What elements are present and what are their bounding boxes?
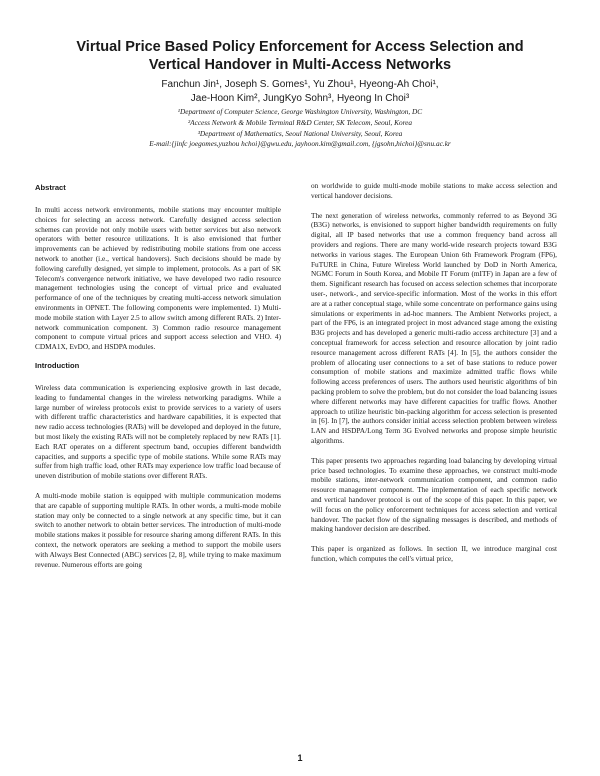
intro-paragraph-3: on worldwide to guide multi-mode mobile stations to make access selection and vertical handover decisions. [311, 181, 557, 200]
intro-paragraph-2: A multi-mode mobile station is equipped with multiple communication modems that are capable of supporting multiple RATs. In other words, a multi-mode mobile station may only be connected to a single network at any specific time, but it can switch to another network to obtain better services. The introduction of multi-mode mobile stations makes it possible for resource sharing among different RATs. In this context, the network operators are seeking a method to support the mobile users with Always Best Connected (ABC) services [2, 8], while trying to make maximum revenue. Numerous efforts are going [35, 490, 281, 569]
intro-paragraph-4: The next generation of wireless networks, commonly referred to as Beyond 3G (B3G) networks, is envisioned to support higher bandwidth requirements on fully digital, all IP based networks that use a common frequency band across all providers and regions. There are many world-wide research projects toward B3G networks in various stages. The European Union 6th Framework Program (FP6), FuTURE in China, Future Wireless World launched by DoD in North America, NGMC Forum in South Korea, and Mobile IT Forum (mITF) in Japan are a few of them. Significant research has focused on access selection schemes that incorporate user-, network-, and service-specific information. Most of the works in this effort are at a rather conceptual stage, while some concentrate on performance gains using simulations or experiments in ad-hoc manners. The Ambient Networks project, a part of the FP6, is an integrated project in most advanced stage among the existing B3G projects and has developed a generic multi-radio access architecture [3] and a conceptual framework for access selection and resource allocation by joint radio resource management across different RATs [4]. In [5], the authors consider the problem of allocating user connections to a set of base stations to reduce power consumption of mobile stations and maximize admitted traffic flows while following access preferences of users. The authors used heuristic algorithms of bin packing problem to solve the problem, but do not consider the load balancing issues where different networks may have different capacities for traffic flows. Another approach to utilize heuristic bin-packing algorithm for access selection is presented in [6]. In [7], the authors consider initial access selection problem between wireless LAN and HSDPA/Long Term 3G Evolved networks and propose simple heuristic algorithms. [311, 210, 557, 445]
title-line-1: Virtual Price Based Policy Enforcement for Access Selection and [76, 39, 524, 55]
affiliations [30, 107, 570, 150]
paper-title [30, 38, 570, 74]
abstract-text: In multi access network environments, mobile stations may encounter multiple choices for selecting an access network. Carefully designed access selection schemes can provide not only mobile users with better services but also network operators with better resource utilizations. It is also envisioned that further improvements can be achieved by redistributing mobile stations from one access network to another (i.e., vertical handovers). Such decisions should be made by following carefully designed, yet simple to implement, protocols. As a part of SK Telecom's convergence network initiative, we have developed two radio resource management technologies using the concept of virtual price and evaluated performance of one of the techniques by creating multi-access network simulation environments in OPNET. The following components were implemented. 1) Multi-mode mobile station with Layer 2.5 to allow switch among different RATs. 2) Inter-network communication component. 3) Common radio resource management component to compute virtual prices and support access selection and VHO. 4) CDMA1X, EvDO, and HSDPA modules. [35, 205, 281, 352]
affiliation-2: ²Access Network & Mobile Terminal R&D Center, SK Telecom, Seoul, Korea [187, 117, 413, 127]
intro-paragraph-5: This paper presents two approaches regarding load balancing by developing virtual price based technologies. To examine these approaches, we construct multi-mode mobile stations, inter-network communication component, and common radio resource management component. The implementation of each specific network and vertical handover protocol is out of the scope of this paper. In this paper, we will focus on the policy enforcement techniques for access selection and vertical handover. The packet flow of the signaling messages is described, and methods of making handover decision are described. [311, 455, 557, 534]
affiliation-3: ³Department of Mathematics, Seoul National University, Seoul, Korea [197, 128, 403, 138]
page-number: 1 [297, 753, 303, 763]
left-column [35, 183, 281, 579]
authors-line-1: Fanchun Jin¹, Joseph S. Gomes¹, Yu Zhou¹, Hyeong-Ah Choi¹, [161, 79, 439, 90]
abstract-heading: Abstract [35, 183, 66, 192]
author-list [30, 78, 570, 106]
authors-line-2: Jae-Hoon Kim², JungKyo Sohn³, Hyeong In Choi³ [190, 93, 410, 104]
introduction-heading: Introduction [35, 360, 80, 370]
author-emails: E-mail:{jinfc joegomes,yuzhou hchoi}@gwu.edu, jayhoon.kim@gmail.com, {jgsohn,hichoi}@snu.ac.kr [149, 139, 451, 149]
affiliation-1: ¹Department of Computer Science, George Washington University, Washington, DC [177, 107, 423, 116]
right-column [311, 181, 557, 574]
intro-paragraph-1: Wireless data communication is experiencing explosive growth in last decade, leading to fundamental changes in the wireless networking paradigms. While a large number of wireless protocols exist to provide services to a variety of users with different traffic characteristics and hardware capabilities, it is expected that new radio access technologies (RATs) will be developed and deployed in the future, but most likely the existing RATs will not be completely replaced by new RATs [1]. Each RAT operates on a different spectrum band, occupies different bandwidth capacities, and supports a specific type of mobile stations. While some RATs may suffer from high traffic load, other RATs may experience low traffic load because of uneven distribution of mobile stations over different RATs. [35, 382, 281, 481]
intro-paragraph-6: This paper is organized as follows. In section II, we introduce marginal cost function, which computes the cell's virtual price, [311, 544, 557, 563]
title-line-2: Vertical Handover in Multi-Access Networks [148, 57, 452, 73]
